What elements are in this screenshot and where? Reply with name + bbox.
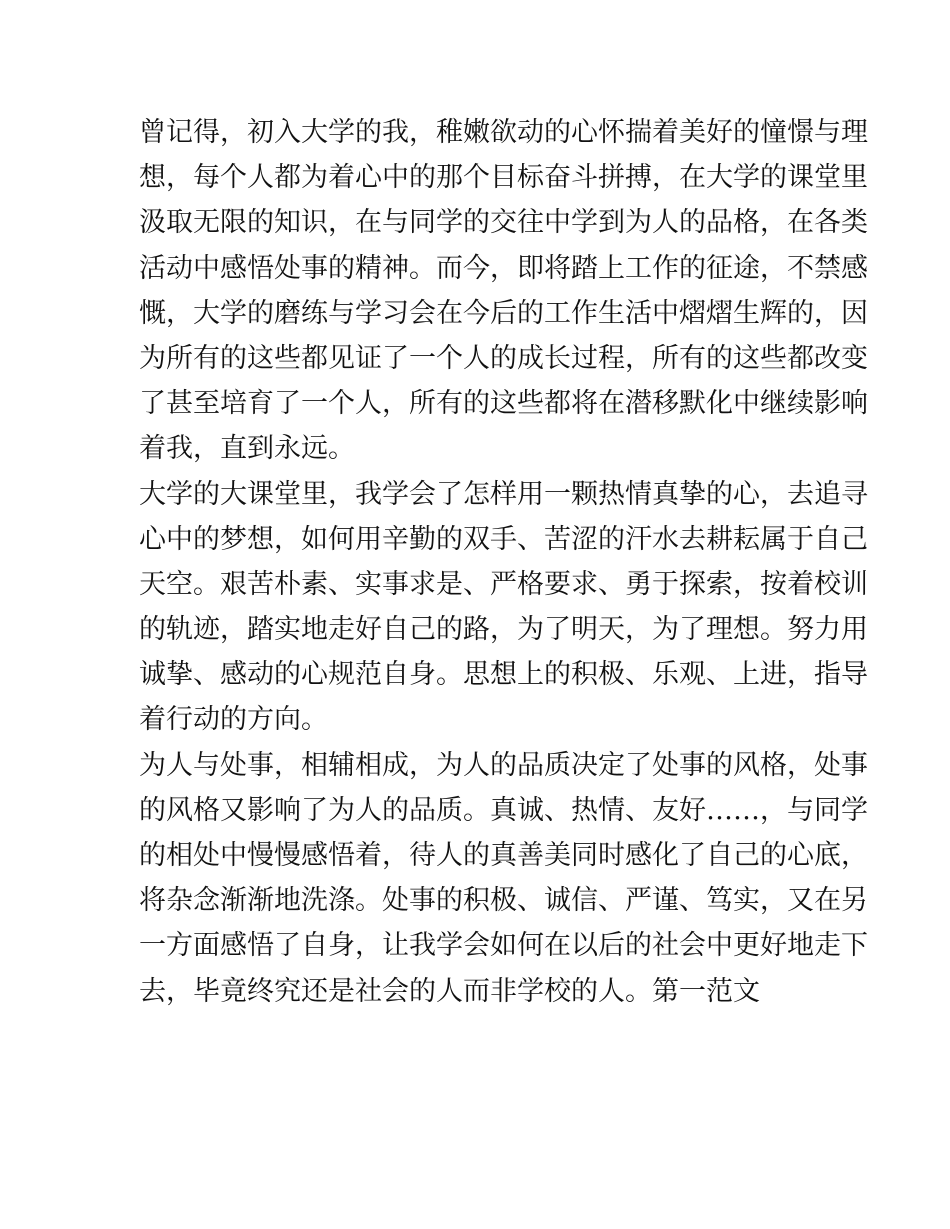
text-line: 汲取无限的知识，在与同学的交往中学到为人的品格，在各类 [139,207,868,239]
text-line: 诚挚、感动的心规范自身。思想上的积极、乐观、上进，指导 [139,659,868,691]
text-line: 大学的大课堂里，我学会了怎样用一颗热情真挚的心，去追寻 [139,478,868,510]
text-line: 了甚至培育了一个人，所有的这些都将在潜移默化中继续影响 [139,388,868,420]
text-line: 活动中感悟处事的精神。而今，即将踏上工作的征途，不禁感 [139,252,868,284]
text-line: 去，毕竟终究还是社会的人而非学校的人。第一范文 [139,975,760,1007]
paragraph-3 [139,743,868,1014]
text-line: 想，每个人都为着心中的那个目标奋斗拼搏，在大学的课堂里 [139,162,868,194]
text-line: 的相处中慢慢感悟着，待人的真善美同时感化了自己的心底， [139,840,868,871]
text-line: 心中的梦想，如何用辛勤的双手、苦涩的汗水去耕耘属于自己 [139,523,868,555]
text-line: 的轨迹，踏实地走好自己的路，为了明天，为了理想。努力用 [139,614,868,646]
text-line: 为人与处事，相辅相成，为人的品质决定了处事的风格，处事 [139,749,868,781]
text-line: 的风格又影响了为人的品质。真诚、热情、友好……，与同学 [139,794,868,826]
text-line: 曾记得，初入大学的我，稚嫩欲动的心怀揣着美好的憧憬与理 [139,117,868,148]
text-line: 着我，直到永远。 [139,433,355,465]
text-line: 天空。艰苦朴素、实事求是、严格要求、勇于探索，按着校训 [139,568,868,600]
text-line: 着行动的方向。 [139,704,328,736]
text-line: 将杂念渐渐地洗涤。处事的积极、诚信、严谨、笃实，又在另 [139,885,868,917]
text-line: 为所有的这些都见证了一个人的成长过程，所有的这些都改变 [139,342,868,374]
text-line: 慨，大学的磨练与学习会在今后的工作生活中熠熠生辉的，因 [139,297,868,329]
paragraph-1 [139,110,868,472]
text-line: 一方面感悟了自身，让我学会如何在以后的社会中更好地走下 [139,930,868,962]
paragraph-2 [139,472,868,743]
document-body [139,110,868,1014]
